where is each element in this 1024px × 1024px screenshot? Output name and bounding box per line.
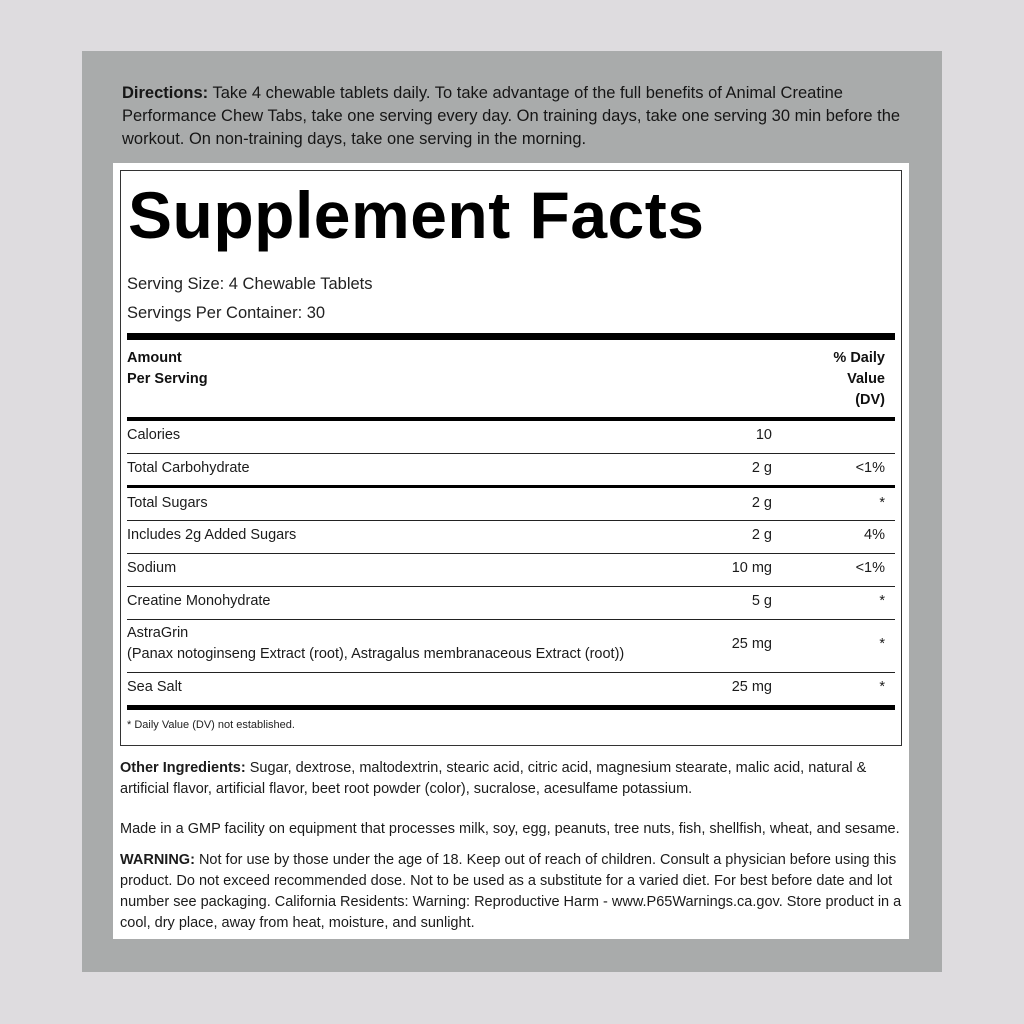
row-amount: 25 mg (731, 636, 772, 652)
facts-title: Supplement Facts (128, 178, 705, 252)
row-dv: <1% (855, 460, 885, 476)
row-dv: * (879, 679, 885, 695)
row-dv: <1% (855, 560, 885, 576)
directions-label: Directions: (122, 84, 209, 102)
directions-body: Take 4 chewable tablets daily. To take advantage of the full benefits of Animal Creatine Performance Chew Tabs, take one serving every day. On training days, take one serving 30 min before the workout. On non-training days, take one serving in the morning. (122, 84, 901, 148)
row-name: Includes 2g Added Sugars (127, 527, 297, 543)
warning-label: WARNING: (120, 852, 195, 868)
row-amount: 2 g (751, 460, 772, 476)
header-dv-line3: (DV) (855, 392, 885, 408)
other-ingredients-label: Other Ingredients: (120, 760, 246, 776)
row-name: Calories (127, 427, 181, 443)
row-dv: * (879, 495, 885, 511)
header-amount-per-serving (127, 348, 208, 390)
row-amount: 10 mg (731, 560, 772, 576)
row-name: Sodium (127, 560, 177, 576)
table-row-added-sugars (127, 521, 895, 554)
row-name: Total Sugars (127, 495, 208, 511)
row-amount: 10 (755, 427, 772, 443)
row-amount: 5 g (751, 593, 772, 609)
table-row-sea-salt (127, 673, 895, 705)
row-name: Total Carbohydrate (127, 460, 250, 476)
directions-text (122, 82, 902, 151)
gmp-statement: Made in a GMP facility on equipment that processes milk, soy, egg, peanuts, tree nuts, fish, shellfish, wheat, and sesame. (120, 821, 900, 837)
row-amount: 25 mg (731, 679, 772, 695)
serving-size: Serving Size: 4 Chewable Tablets (127, 275, 373, 293)
warning-text (120, 850, 902, 934)
row-subtext: (Panax notoginseng Extract (root), Astragalus membranaceous Extract (root)) (127, 646, 625, 662)
daily-value-footnote: * Daily Value (DV) not established. (127, 719, 295, 731)
table-row-total-sugars (127, 488, 895, 521)
other-ingredients (120, 758, 902, 800)
table-row-calories (127, 421, 895, 454)
row-name: Creatine Monohydrate (127, 593, 271, 609)
row-amount: 2 g (751, 527, 772, 543)
table-row-astragrin (127, 620, 895, 673)
header-daily-value (833, 348, 885, 411)
row-dv: * (879, 593, 885, 609)
other-ingredients-text: Sugar, dextrose, maltodextrin, stearic acid, citric acid, magnesium stearate, malic acid, natural & artificial flavor, artificial flavor, beet root powder (color), sucralose, acesulfame potassium. (120, 760, 867, 797)
header-amount-line1: Amount (127, 350, 182, 366)
row-amount: 2 g (751, 495, 772, 511)
table-row-total-carbohydrate (127, 454, 895, 488)
row-name: AstraGrin (127, 625, 189, 641)
thick-divider-top (127, 333, 895, 340)
table-row-creatine-monohydrate (127, 587, 895, 620)
header-dv-line2: Value (847, 371, 885, 387)
servings-per-container: Servings Per Container: 30 (127, 304, 326, 322)
header-dv-line1: % Daily (833, 350, 885, 366)
row-dv: * (879, 636, 885, 652)
supplement-facts-panel (120, 170, 902, 746)
warning-body: Not for use by those under the age of 18. Keep out of reach of children. Consult a physician before using this product. Do not exceed recommended dose. Not to be used as a substitute for a varied diet. For best before date and lot number see packaging. California Residents: Warning: Reproductive Harm - www.P65Warnings.ca.gov. Store product in a cool, dry place, away from heat, moisture, and sunlight. (120, 852, 902, 931)
row-dv: 4% (864, 527, 885, 543)
thick-divider-bottom (127, 705, 895, 710)
table-row-sodium (127, 554, 895, 587)
header-amount-line2: Per Serving (127, 371, 208, 387)
row-name: Sea Salt (127, 679, 182, 695)
